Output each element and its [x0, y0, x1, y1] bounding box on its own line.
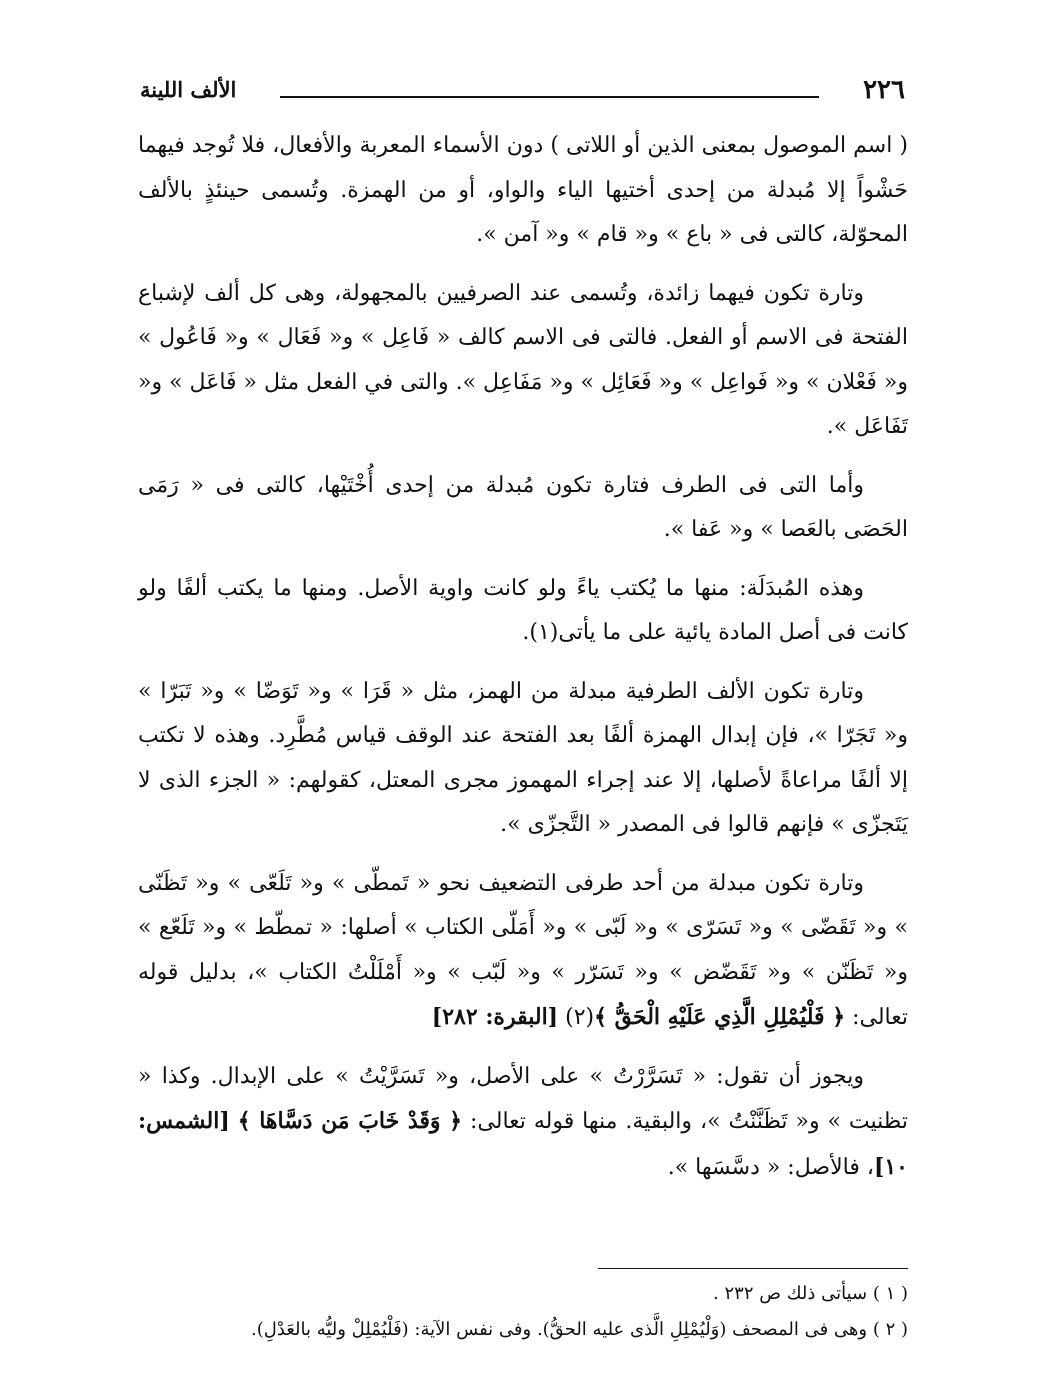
page-header: [140, 72, 905, 112]
footnote-2: ( ٢ ) وهى فى المصحف (وَلْيُمْلِلِ الَّذى عليه الحقُّ). وفى نفس الآية: (فَلْيُمْلِلْ وليُّه بالعَدْلِ).: [251, 1319, 908, 1340]
quran-ref-2: [الشمس: ١٠]: [138, 1108, 908, 1180]
running-title: الألف اللينة: [140, 77, 237, 102]
paragraph-5: وتارة تكون الألف الطرفية مبدلة من الهمز، مثل « قَرَا » و« تَوَضّا » و« تَبَرّا » و« تَجَرّا »، فإن إبدال الهمزة ألفًا بعد الفتحة عند الوقف قياس مُطَّرِد. وهذه لا تكتب إلا ألفًا مراعاةً لأصلها، إلا عند إجراء المهموز مجرى المعتل، كقولهم: « الجزء الذى لا يَتَجزّى » فإنهم قالوا فى المصدر « التَّجزّى ».: [138, 678, 908, 837]
paragraph-7-text: ويجوز أن تقول: « تَسَرَّرْتُ » على الأصل، و« تَسَرَّيْتُ » على الإبدال. وكذا « تظنيت » و« تَظَنَّنْتُ »، والبقية. منها قوله تعالى:: [138, 1063, 908, 1134]
paragraph-7: [138, 1055, 908, 1191]
body-text: [138, 124, 908, 1204]
quran-quote-1: ﴿ فَلْيُمْلِلِ الَّذِي عَلَيْهِ الْحَقُّ ﴾: [594, 1004, 846, 1030]
paragraph-2: وتارة تكون فيهما زائدة، وتُسمى عند الصرفيين بالمجهولة، وهى كل ألف لإشباع الفتحة فى الاسم أو الفعل. فالتى فى الاسم كالف « فَاعِل » و« فَعَال » و« فَاعُول » و« فَعْلان » و« فَواعِل » و« فَعَائِل » و« مَفَاعِل ». والتى في الفعل مثل « فَاعَل » و« تَفَاعَل ».: [138, 280, 908, 439]
paragraph-3: وأما التى فى الطرف فتارة تكون مُبدلة من إحدى أُخْتَيْها، كالتى فى « رَمَى الحَصَى بالعَصا » و« عَفا ».: [138, 472, 908, 542]
quran-quote-2: ﴿ وَقَدْ خَابَ مَن دَسَّاهَا ﴾: [237, 1108, 463, 1134]
header-rule: [280, 96, 819, 98]
footnote-ref-2: (٢): [565, 1005, 595, 1030]
paragraph-6: [138, 862, 908, 1041]
paragraph-4: وهذه المُبدَلَة: منها ما يُكتب ياءً ولو كانت واوية الأصل. ومنها ما يكتب ألفًا ولو كانت فى أصل المادة يائية على ما يأتى(١).: [138, 575, 908, 645]
paragraph-1: ( اسم الموصول بمعنى الذين أو اللاتى ) دون الأسماء المعربة والأفعال، فلا تُوجد فيهما حَشْواً إلا مُبدلة من إحدى أختيها الياء والواو، أو من الهمزة. وتُسمى حينئذٍ بالألف المحوّلة، كالتى فى « باع » و« قام » و« آمن ».: [138, 133, 908, 247]
footnotes: [138, 1276, 908, 1348]
footnote-1: ( ١ ) سيأتى ذلك ص ٢٣٢ .: [713, 1283, 908, 1304]
footnote-rule: [598, 1268, 908, 1269]
paragraph-7-tail: ، فالأصل: « دسَّسَها ».: [667, 1154, 874, 1180]
paragraph-6-text: وتارة تكون مبدلة من أحد طرفى التضعيف نحو « تَمطّى » و« تَلَعّى » و« تَظَنّى » و« تَقَضّى » و« تَسَرّى » و« لَبّى » و« أَمَلّى الكتاب » أصلها: « تمطّط » و« تَلَعّع » و« تَظَنّن » و« تَقَضّض » و« تَسَرّر » و« لَبّب » و« أَمْلَلْتُ الكتاب »، بدليل قوله تعالى:: [138, 870, 908, 1030]
page-number: ٢٢٦: [863, 75, 905, 105]
quran-ref-1: [البقرة: ٢٨٢]: [431, 1004, 559, 1030]
